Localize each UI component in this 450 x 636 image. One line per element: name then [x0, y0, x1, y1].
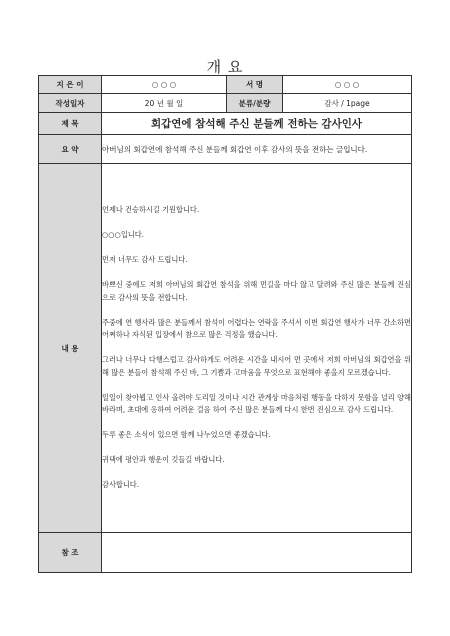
content-label: 내 용 [39, 164, 102, 533]
page-title: 개 요 [206, 58, 244, 76]
content-paragraph: 먼저 너무도 감사 드립니다. [102, 255, 188, 265]
date-label: 작성일자 [39, 94, 102, 113]
content-body [102, 164, 412, 533]
signature-value: ○ ○ ○ [283, 76, 412, 94]
content-paragraph: 그러나 너무나 다행스럽고 감사하게도 어려운 시간을 내시어 먼 곳에서 저희 아버님의 회갑연을 위해 많은 분들이 참석해 주신 바, 그 기쁨과 고마움을 무엇으로 표현해야 좋을지 모르겠습니다. [102, 355, 411, 377]
subject-label: 제 목 [39, 113, 102, 135]
category-label: 분류/분량 [227, 94, 283, 113]
content-row [39, 164, 412, 533]
content-paragraph: 바쁘신 중에도 저희 아버님의 회갑연 참석을 위해 먼길을 마다 않고 달려와 주신 많은 분들께 진심으로 감사의 뜻을 전합니다. [102, 280, 411, 302]
reference-value [102, 533, 412, 573]
author-row [39, 76, 412, 94]
reference-row [39, 533, 412, 573]
category-value: 감사 / 1page [283, 94, 412, 113]
subject-row [39, 113, 412, 135]
author-value: ○ ○ ○ [102, 76, 227, 94]
content-paragraph: 주중에 연 행사라 많은 분들께서 참석이 어렵다는 연락을 주셔서 이번 회갑연 행사가 너무 간소하면 어쩌하나 자식된 입장에서 참으로 많은 걱정을 했습니다. [102, 317, 411, 340]
content-paragraph: ○○○입니다. [102, 230, 144, 240]
content-paragraph: 언제나 건승하시길 기원합니다. [102, 205, 200, 215]
date-value: 20 년 월 일 [102, 94, 227, 113]
summary-row [39, 135, 412, 164]
content-paragraph: 감사합니다. [102, 480, 140, 490]
date-row [39, 94, 412, 113]
author-label: 지 은 이 [39, 76, 102, 94]
subject-value: 회갑연에 참석해 주신 분들께 전하는 감사인사 [102, 113, 412, 135]
summary-label: 요 약 [39, 135, 102, 164]
summary-form [38, 75, 412, 573]
summary-value: 아버님의 회갑연에 참석해 주신 분들께 회갑연 이후 감사의 뜻을 전하는 글입니다. [102, 135, 412, 164]
content-paragraph: 두루 좋은 소식이 있으면 함께 나누었으면 좋겠습니다. [102, 430, 271, 440]
signature-label: 서 명 [227, 76, 283, 94]
content-paragraph: 귀댁에 평안과 행운이 깃들길 바랍니다. [102, 455, 225, 465]
reference-label: 참 조 [39, 533, 102, 573]
content-paragraph: 일일이 찾아뵙고 인사 올려야 도리일 것이나 시간 관계상 마음처럼 행동을 다하지 못함을 널리 양해바라며, 초대에 응하여 어려운 걸음 하여 주신 많은 분들께 다시 한번 진심으로 감사 드립니다. [102, 392, 411, 415]
